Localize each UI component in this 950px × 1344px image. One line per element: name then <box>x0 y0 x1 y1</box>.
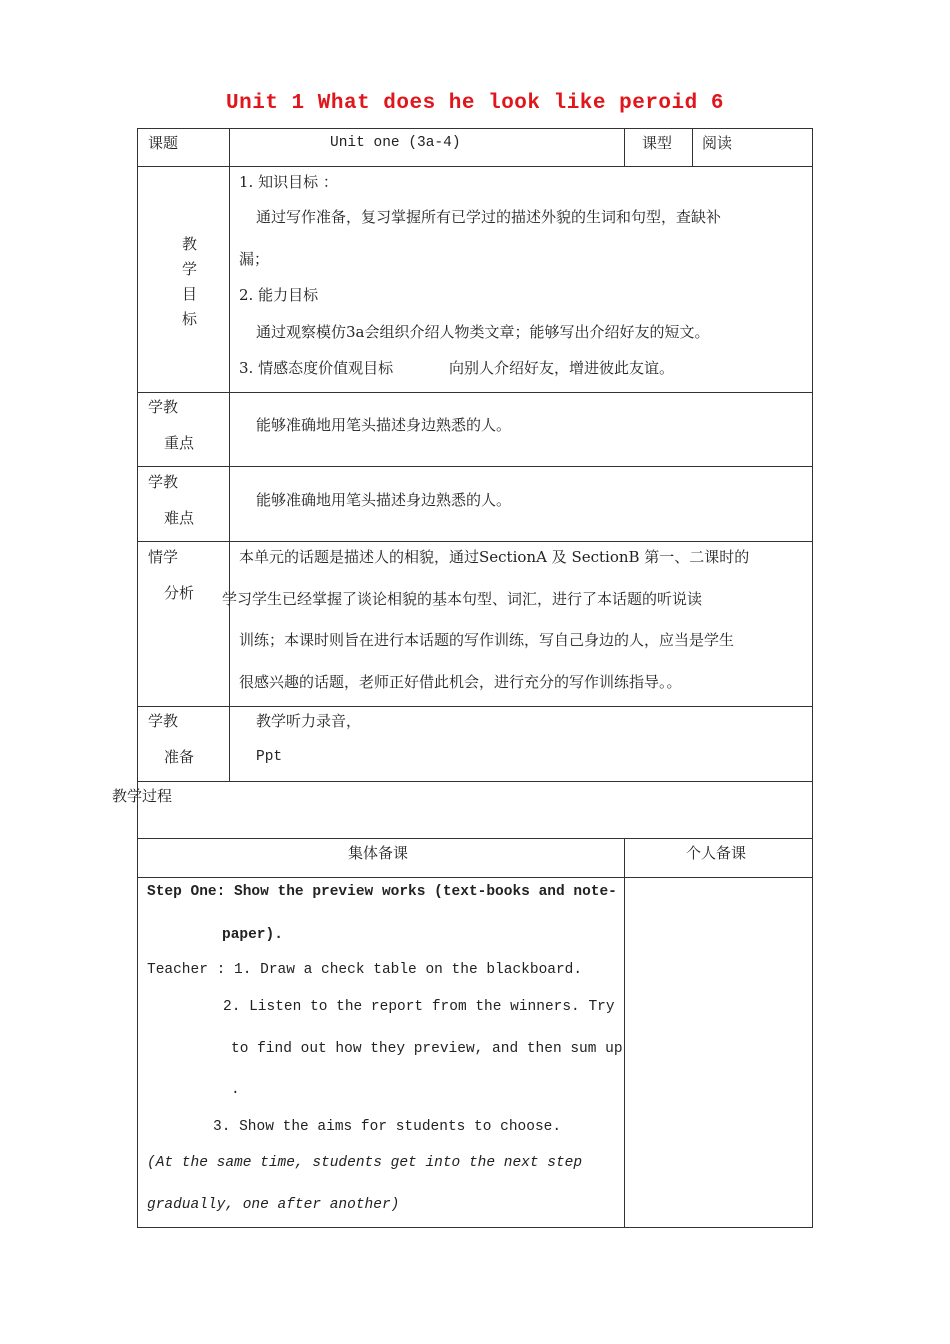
note-line: (At the same time, students get into the next step <box>147 1155 583 1171</box>
column-divider <box>624 838 625 1228</box>
row-divider <box>137 466 813 467</box>
prep-line: 教学听力录音， <box>256 712 362 730</box>
difficulties-text: 能够准确地用笔头描述身边熟悉的人。 <box>256 491 512 509</box>
teacher-line: 3. Show the aims for students to choose. <box>213 1119 562 1135</box>
step-line: paper). <box>222 927 283 943</box>
row-divider <box>137 541 813 542</box>
row-divider <box>137 166 813 167</box>
analysis-line: 学习学生已经掌握了谈论相貌的基本句型、词汇，进行了本话题的听说读 <box>222 590 703 608</box>
teacher-line: to find out how they preview, and then sum up <box>231 1041 623 1057</box>
objective-line: 通过写作准备，复习掌握所有已学过的描述外貌的生词和句型，查缺补 <box>256 208 722 226</box>
teacher-line: . <box>231 1082 240 1098</box>
objective-line: 1. 知识目标 ： <box>239 173 338 191</box>
step-line: Step One: Show the preview works (text-books and note- <box>147 884 617 900</box>
key-points-text: 能够准确地用笔头描述身边熟悉的人。 <box>256 416 512 434</box>
objective-line: 2. 能力目标 <box>239 286 319 304</box>
key-points-label: 重点 <box>164 434 195 452</box>
objectives-label-4: 标 <box>182 310 198 328</box>
analysis-label: 分析 <box>164 584 195 602</box>
objectives-label-3: 目 <box>182 285 198 303</box>
objectives-label-1: 教 <box>182 235 198 253</box>
lesson-type-label: 课型 <box>642 134 673 152</box>
row-divider <box>137 706 813 707</box>
analysis-line: 本单元的话题是描述人的相貌，通过SectionA 及 SectionB 第一、二课时的 <box>239 548 750 566</box>
difficulties-label: 难点 <box>164 509 195 527</box>
topic-value: Unit one (3a-4) <box>330 135 461 151</box>
analysis-line: 很感兴趣的话题，老师正好借此机会，进行充分的写作训练指导。。 <box>239 673 682 691</box>
column-divider <box>692 128 693 166</box>
lesson-type-value: 阅读 <box>702 134 733 152</box>
objectives-label-2: 学 <box>182 260 198 278</box>
objective-line: 3. 情感态度价值观目标 <box>239 359 394 377</box>
objective-line: 向别人介绍好友，增进彼此友谊。 <box>449 359 675 377</box>
row-divider <box>137 392 813 393</box>
row-divider <box>137 877 813 878</box>
personal-header: 个人备课 <box>686 844 747 862</box>
objective-line: 通过观察模仿3a会组织介绍人物类文章；能够写出介绍好友的短文。 <box>256 323 710 341</box>
collective-header: 集体备课 <box>348 844 409 862</box>
objective-line: 漏； <box>239 250 270 268</box>
teacher-line: 2. Listen to the report from the winners. Try <box>223 999 615 1015</box>
column-divider <box>229 128 230 782</box>
process-row <box>137 781 813 839</box>
analysis-label: 情学 <box>148 548 179 566</box>
process-label: 教学过程 <box>112 787 173 805</box>
difficulties-label: 学教 <box>148 473 179 491</box>
key-points-label: 学教 <box>148 398 179 416</box>
prep-line: Ppt <box>256 749 283 765</box>
note-line: gradually, one after another) <box>147 1197 400 1213</box>
prep-label: 学教 <box>148 712 179 730</box>
column-divider <box>624 128 625 166</box>
page-title: Unit 1 What does he look like peroid 6 <box>226 92 724 115</box>
teacher-line: Teacher : 1. Draw a check table on the blackboard. <box>147 962 583 978</box>
analysis-line: 训练；本课时则旨在进行本话题的写作训练，写自己身边的人，应当是学生 <box>239 631 735 649</box>
prep-label: 准备 <box>164 748 195 766</box>
topic-label: 课题 <box>148 134 179 152</box>
